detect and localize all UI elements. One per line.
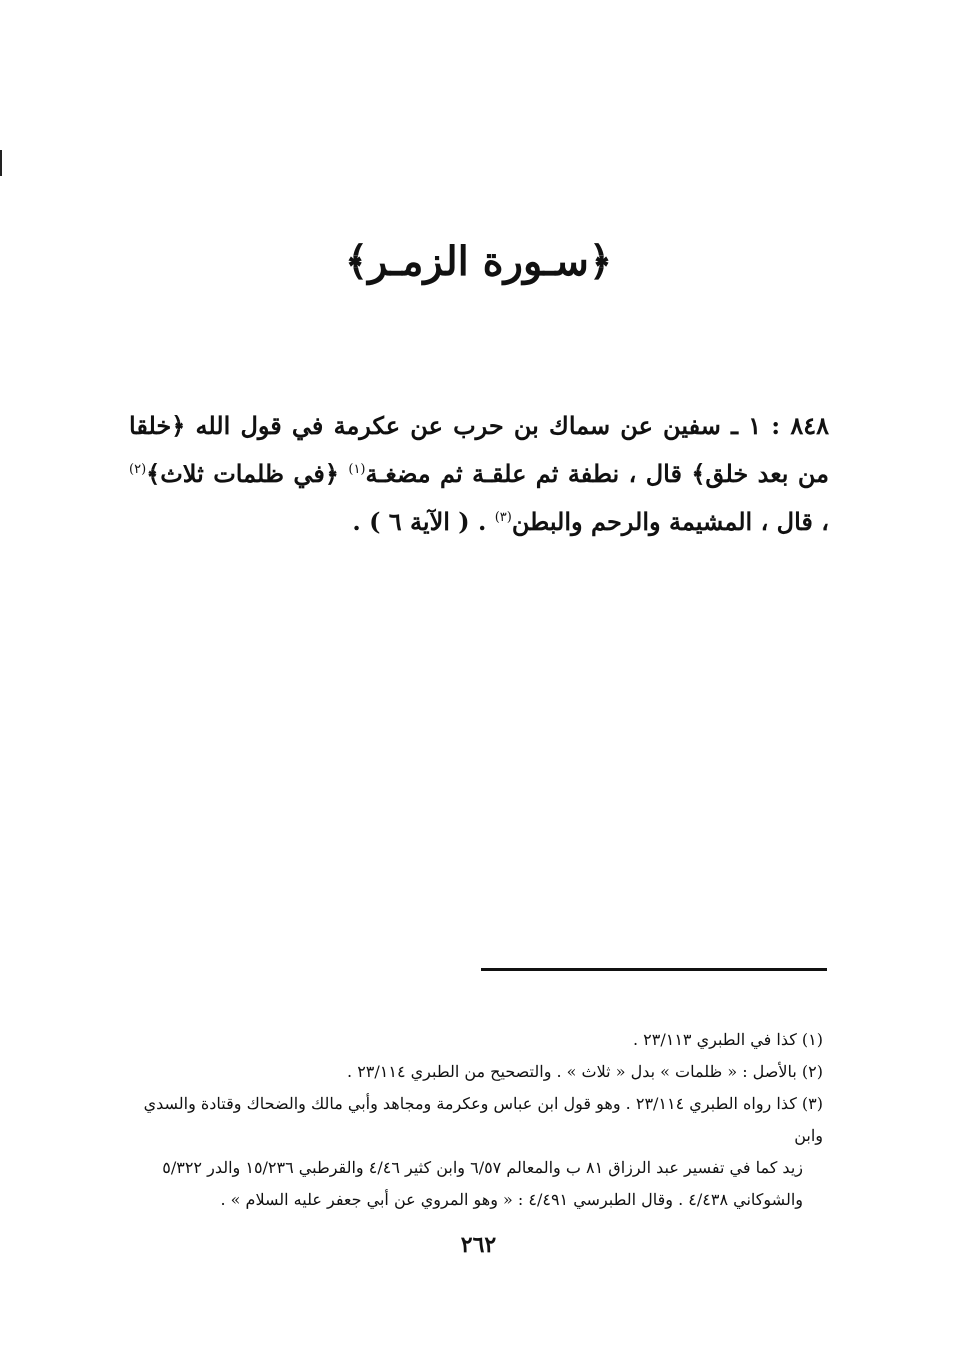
footnotes-section bbox=[127, 1024, 823, 1216]
footnote-text: (٢) بالأصل : « ظلمات » بدل « ثلاث » . والتصحيح من الطبري ٢٣/١١٤ . bbox=[347, 1062, 823, 1081]
footnote-text: والشوكاني ٤/٤٣٨ . وقال الطبرسي ٤/٤٩١ : « وهو المروي عن أبي جعفر عليه السلام » . bbox=[220, 1190, 803, 1209]
hadith-text: ، قال ، المشيمة والرحم والبطن bbox=[511, 507, 829, 536]
footnote-3 bbox=[127, 1088, 823, 1216]
footnote-divider bbox=[481, 968, 827, 971]
footnote-1 bbox=[127, 1024, 823, 1056]
hadith-paragraph bbox=[129, 404, 829, 544]
hadith-text: ﴿في ظلمات ثلاث﴾ bbox=[146, 459, 349, 488]
footnote-ref-2: (٢) bbox=[129, 462, 147, 477]
footnote-text: (٣) كذا رواه الطبري ٢٣/١١٤ . وهو قول ابن عباس وعكرمة ومجاهد وأبي مالك والضحاك وقتادة والسدي وابن bbox=[143, 1094, 823, 1145]
footnote-ref-3: (٣) bbox=[494, 510, 512, 525]
page-number: ٢٦٢ bbox=[460, 1232, 497, 1258]
footnote-text: (١) كذا في الطبري ٢٣/١١٣ . bbox=[632, 1030, 823, 1049]
footnote-2 bbox=[127, 1056, 823, 1088]
surah-title: ﴿سـورة الزمـر﴾ bbox=[344, 238, 613, 285]
hadith-text: ٨٤٨ : ١ ـ سفين عن سماك بن حرب عن عكرمة في قول الله ﴿خلقا من بعد خلق﴾ قال ، نطفة ثم علقـة ثم مضغـة bbox=[129, 411, 829, 488]
hadith-text: . ( الآية ٦ ) . bbox=[352, 507, 495, 536]
footnote-ref-1: (١) bbox=[348, 462, 366, 477]
footnote-text: زيد كما في تفسير عبد الرزاق ٨١ ب والمعالم ٦/٥٧ وابن كثير ٤/٤٦ والقرطبي ١٥/٢٣٦ والدر ٥/٣٢٢ bbox=[162, 1158, 803, 1177]
